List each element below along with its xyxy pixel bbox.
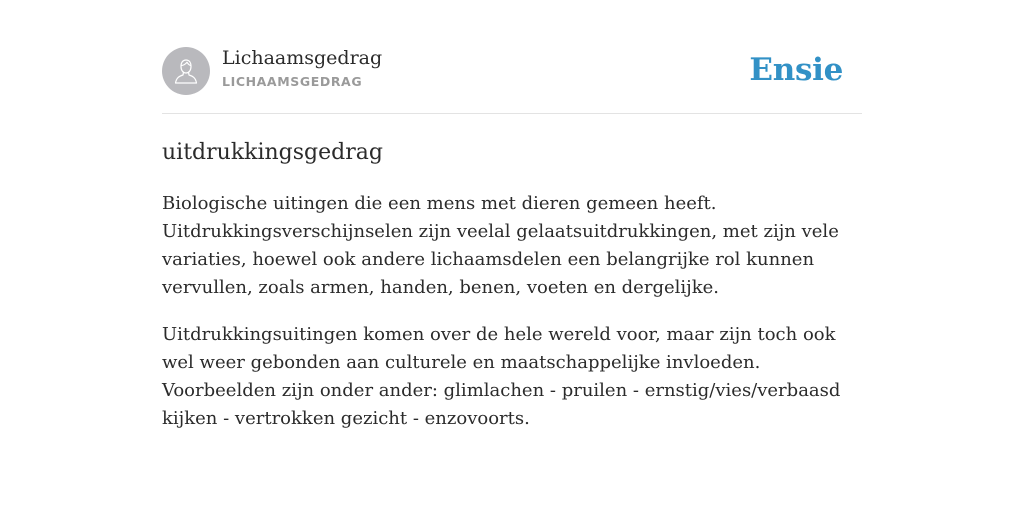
page xyxy=(162,0,862,512)
definition-paragraph: Uitdrukkingsuitingen komen over de hele wereld voor, maar zijn toch ook wel weer gebonden aan culturele en maatschappelijke invloeden. Voorbeelden zijn onder ander: glimlachen - pruilen - ernstig/vies/verbaasd kijken - vertrokken gezicht - enzovoorts. xyxy=(162,324,841,429)
header xyxy=(162,46,862,96)
avatar[interactable] xyxy=(162,47,210,95)
user-icon xyxy=(173,57,199,85)
brand-logo[interactable]: Ensie xyxy=(749,52,843,88)
definition-paragraph: Biologische uitingen die een mens met dieren gemeen heeft. Uitdrukkingsverschijnselen zijn veelal gelaatsuitdrukkingen, met zijn vele variaties, hoewel ook andere lichaamsdelen een belangrijke rol kunnen vervullen, zoals armen, handen, benen, voeten en dergelijke. xyxy=(162,193,839,298)
author-name[interactable]: Lichaamsgedrag xyxy=(222,47,383,69)
divider xyxy=(162,113,862,114)
author-category[interactable]: LICHAAMSGEDRAG xyxy=(222,74,363,89)
term-title: uitdrukkingsgedrag xyxy=(162,140,383,165)
definition-body xyxy=(162,190,862,452)
